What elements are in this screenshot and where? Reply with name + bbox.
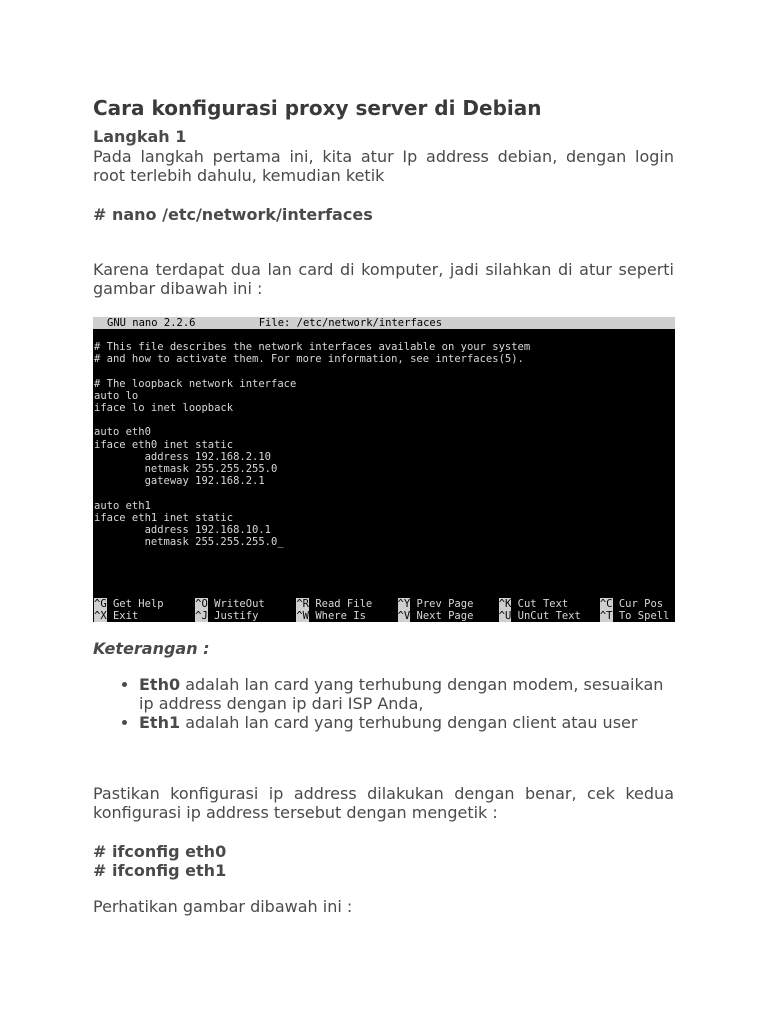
terminal-line: # The loopback network interface xyxy=(94,377,297,390)
shortcut-key: ^K xyxy=(498,598,512,610)
shortcut-label: Get Help xyxy=(106,598,196,610)
document-body xyxy=(93,95,674,185)
terminal-line: # This file describes the network interfaces available on your system xyxy=(94,341,531,353)
terminal-line: auto eth1 xyxy=(94,499,151,512)
shortcut-key: ^U xyxy=(498,610,512,622)
terminal-line: auto eth0 xyxy=(94,426,151,439)
ifconfig-eth1-command: # ifconfig eth1 xyxy=(93,861,227,880)
step-intro: Pada langkah pertama ini, kita atur Ip address debian, dengan login root terlebih dahulu, kemudian ketik xyxy=(93,147,674,185)
shortcut-key: ^T xyxy=(599,610,613,622)
notes-heading: Keterangan : xyxy=(93,639,210,658)
notes-list xyxy=(93,675,674,732)
check-paragraph: Pastikan konfigurasi ip address dilakukan dengan benar, cek kedua konfigurasi ip address tersebut dengan mengetik : xyxy=(93,784,674,822)
shortcut-label: Read File xyxy=(309,598,398,610)
nano-title-bar xyxy=(93,317,675,329)
ifconfig-eth0-command: # ifconfig eth0 xyxy=(93,842,227,861)
terminal-line xyxy=(94,487,675,499)
shortcut-label: Cur Pos xyxy=(612,598,702,610)
notes-list-container xyxy=(93,675,674,732)
shortcut-label: UnCut Text xyxy=(511,610,600,622)
step-heading: Langkah 1 xyxy=(93,127,187,146)
terminal-line xyxy=(94,365,675,377)
shortcut-label: To Spell xyxy=(612,610,702,622)
shortcut-key: ^V xyxy=(397,610,411,622)
list-item xyxy=(139,675,674,713)
shortcut-row-2 xyxy=(94,610,701,622)
nano-file-name: File: /etc/network/interfaces xyxy=(258,317,443,329)
terminal-line: iface lo inet loopback xyxy=(94,402,234,415)
note-term: Eth1 xyxy=(139,713,181,732)
note-term: Eth0 xyxy=(139,675,181,694)
shortcut-key: ^W xyxy=(296,610,309,622)
terminal-line: netmask 255.255.255.0_ xyxy=(94,536,284,549)
terminal-line: iface eth0 inet static xyxy=(94,438,234,451)
terminal-content xyxy=(93,329,675,548)
note-text: adalah lan card yang terhubung dengan client atau user xyxy=(180,713,638,732)
terminal-line: netmask 255.255.255.0 xyxy=(94,463,278,476)
nano-command: # nano /etc/network/interfaces xyxy=(93,205,373,224)
shortcut-label: Prev Page xyxy=(410,598,499,610)
shortcut-key: ^X xyxy=(94,610,107,622)
shortcut-label: Justify xyxy=(207,610,297,622)
instruction-paragraph: Karena terdapat dua lan card di komputer, jadi silahkan di atur seperti gambar dibawah ini : xyxy=(93,260,674,298)
shortcut-key: ^C xyxy=(599,598,613,610)
shortcut-row-1 xyxy=(94,598,701,610)
terminal-line: iface eth1 inet static xyxy=(94,511,234,524)
terminal-line xyxy=(94,414,675,426)
shortcut-label: Exit xyxy=(106,610,196,622)
terminal-line: # and how to activate them. For more information, see interfaces(5). xyxy=(94,353,524,366)
terminal-line: gateway 192.168.2.1 xyxy=(94,475,265,488)
shortcut-label: Next Page xyxy=(410,610,499,622)
note-text: adalah lan card yang terhubung dengan modem, sesuaikan ip address dengan ip dari ISP Anda, xyxy=(139,675,664,713)
nano-version: GNU nano 2.2.6 xyxy=(107,317,196,329)
shortcut-key: ^J xyxy=(195,610,208,622)
shortcut-label: Where Is xyxy=(309,610,398,622)
list-item xyxy=(139,713,674,732)
shortcut-label: WriteOut xyxy=(207,598,297,610)
terminal-line: auto lo xyxy=(94,389,139,402)
terminal-line: address 192.168.2.10 xyxy=(94,450,272,463)
shortcut-label: Cut Text xyxy=(511,598,600,610)
terminal-screenshot xyxy=(93,317,702,622)
shortcut-key: ^O xyxy=(195,598,208,610)
shortcut-key: ^Y xyxy=(397,598,411,610)
figure-note: Perhatikan gambar dibawah ini : xyxy=(93,897,353,916)
shortcut-key: ^G xyxy=(94,598,107,610)
shortcut-key: ^R xyxy=(296,598,309,610)
page-title: Cara konfigurasi proxy server di Debian xyxy=(93,96,542,120)
nano-shortcut-bar xyxy=(94,598,701,622)
terminal-line: address 192.168.10.1 xyxy=(94,524,272,537)
